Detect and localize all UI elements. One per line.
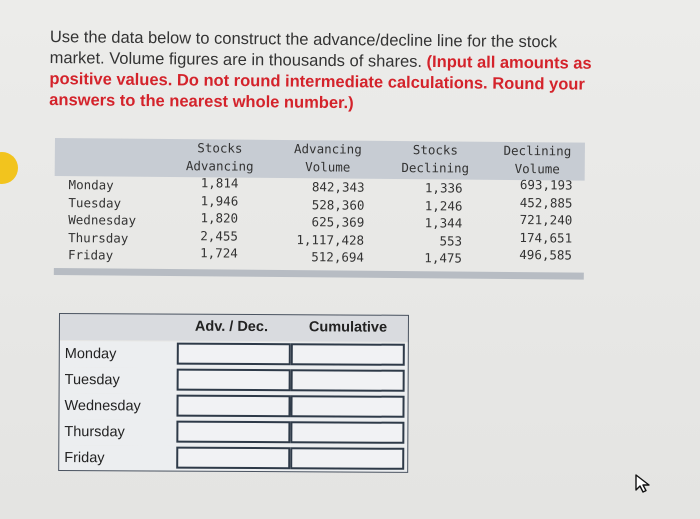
declining-volume-column xyxy=(484,176,573,264)
data-cell: 512,694 xyxy=(311,249,365,265)
stock-data-table xyxy=(55,138,585,266)
column-header: Volume xyxy=(514,160,560,176)
answer-row-thursday xyxy=(58,419,408,447)
adv-dec-input-friday[interactable] xyxy=(176,447,290,470)
cumulative-input-friday[interactable] xyxy=(290,447,404,470)
advancing-volume-header xyxy=(283,140,373,176)
day-column xyxy=(68,176,136,264)
data-cell: 721,240 xyxy=(519,212,573,228)
data-cell: 2,455 xyxy=(200,227,239,244)
adv-dec-input-monday[interactable] xyxy=(177,343,291,366)
data-cell: 1,475 xyxy=(424,250,463,266)
data-cell: 1,724 xyxy=(200,245,238,261)
data-cell: 1,117,428 xyxy=(296,231,365,248)
day-cell: Friday xyxy=(67,247,114,263)
cumulative-input-monday[interactable] xyxy=(291,343,405,366)
data-cell: 1,344 xyxy=(424,215,463,231)
adv-dec-input-tuesday[interactable] xyxy=(177,369,291,392)
data-cell: 1,820 xyxy=(200,210,239,226)
answer-row-label: Tuesday xyxy=(64,372,120,389)
mouse-pointer-icon xyxy=(632,472,654,494)
day-cell: Monday xyxy=(68,177,114,193)
cumulative-input-wednesday[interactable] xyxy=(290,395,404,418)
answer-table-header xyxy=(59,313,409,342)
column-header: Declining xyxy=(503,142,572,159)
answer-row-label: Friday xyxy=(64,450,105,467)
data-cell: 452,885 xyxy=(519,194,573,211)
question-line-2-red: (Input all amounts as xyxy=(426,52,592,73)
data-cell: 1,814 xyxy=(200,175,239,191)
day-cell: Tuesday xyxy=(68,194,122,211)
data-cell: 693,193 xyxy=(519,177,573,193)
answer-row-label: Wednesday xyxy=(64,398,141,415)
adv-dec-input-wednesday[interactable] xyxy=(176,395,290,418)
column-header: Volume xyxy=(305,158,351,175)
question-text xyxy=(49,27,650,117)
data-cell: 1,246 xyxy=(424,197,463,214)
day-cell: Wednesday xyxy=(68,212,137,228)
column-header: Advancing xyxy=(293,141,362,157)
data-cell: 174,651 xyxy=(519,229,573,246)
column-header: Declining xyxy=(401,159,470,176)
adv-dec-input-thursday[interactable] xyxy=(176,421,290,444)
answer-table xyxy=(59,313,409,467)
data-table-bottom-bar xyxy=(54,268,584,280)
question-line-3: positive values. Do not round intermediate calculations. Round your xyxy=(49,69,585,94)
column-header: Stocks xyxy=(412,142,459,158)
stocks-advancing-column xyxy=(174,139,265,262)
data-cell: 1,946 xyxy=(200,192,239,209)
answer-row-tuesday xyxy=(59,367,409,395)
column-header: Advancing xyxy=(185,157,254,174)
column-header: Stocks xyxy=(197,140,243,156)
cumulative-header: Cumulative xyxy=(308,319,388,336)
stocks-declining-column xyxy=(384,179,463,267)
day-cell: Thursday xyxy=(68,229,129,246)
data-cell: 528,360 xyxy=(311,196,365,213)
yellow-dot-icon xyxy=(0,152,18,184)
adv-dec-header: Adv. / Dec. xyxy=(194,318,269,336)
declining-volume-header xyxy=(495,142,580,178)
question-line-4: answers to the nearest whole number.) xyxy=(49,90,354,113)
cumulative-input-tuesday[interactable] xyxy=(291,369,405,392)
cumulative-input-thursday[interactable] xyxy=(290,421,404,444)
stocks-declining-header xyxy=(393,141,478,177)
answer-row-wednesday xyxy=(58,393,408,421)
advancing-volume-column xyxy=(274,178,365,266)
data-cell: 553 xyxy=(439,232,463,249)
answer-row-label: Thursday xyxy=(64,424,125,441)
data-cell: 625,369 xyxy=(311,214,365,230)
data-cell: 496,585 xyxy=(519,247,573,263)
answer-row-label: Monday xyxy=(64,346,117,363)
question-line-2-plain: market. Volume figures are in thousands of shares. xyxy=(49,48,427,71)
answer-row-friday xyxy=(58,445,408,473)
answer-row-monday xyxy=(59,341,409,369)
data-cell: 1,336 xyxy=(424,180,463,196)
question-line-1: Use the data below to construct the advance/decline line for the stock xyxy=(49,27,558,52)
data-cell: 842,343 xyxy=(311,179,365,195)
